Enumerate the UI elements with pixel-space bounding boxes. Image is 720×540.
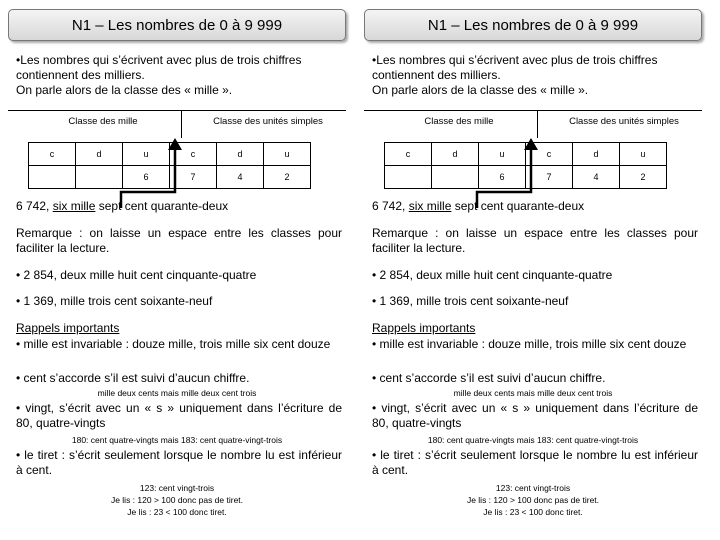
rappel-tiret: • le tiret : s’écrit seulement lorsque le nombre lu est inférieur à cent. — [372, 448, 698, 477]
rappel-tiret-note-3: Je lis : 23 < 100 donc tiret. — [127, 507, 227, 517]
table-cell: 2 — [264, 166, 311, 189]
example-mille-part: six mille — [408, 199, 452, 213]
remarque-text: Remarque : on laisse un espace entre les classes pour faciliter la lecture. — [16, 226, 342, 255]
rappel-tiret-note-1: 123: cent vingt-trois — [139, 483, 215, 493]
rappel-vingt-note: 180: cent quatre-vingts mais 183: cent quatre-vingt-trois — [427, 435, 639, 445]
example-rest-part: sept cent quarante-deux — [454, 199, 585, 213]
table-cell: c — [526, 143, 573, 166]
rappel-tiret-note-2: Je lis : 120 > 100 donc pas de tiret. — [466, 495, 600, 505]
table-cell: 2 — [620, 166, 667, 189]
intro-line-1: •Les nombres qui s’écrivent avec plus de trois chiffres — [16, 53, 302, 67]
example-mille-part: six mille — [52, 199, 96, 213]
table-cell: 7 — [170, 166, 217, 189]
class-unites-label: Classe des unités simples — [213, 116, 323, 127]
rappel-cent: • cent s’accorde s’il est suivi d’aucun chiffre. — [372, 371, 606, 385]
example-line — [16, 199, 342, 214]
rappel-tiret: • le tiret : s’écrit seulement lorsque le nombre lu est inférieur à cent. — [16, 448, 342, 477]
rappel-cent-note: mille deux cents mais mille deux cent trois — [453, 388, 613, 398]
right-column — [364, 0, 702, 540]
left-column — [8, 0, 346, 540]
example-number: 6 742, — [16, 199, 50, 213]
intro-paragraph — [16, 53, 342, 98]
rappel-mille: • mille est invariable : douze mille, trois mille six cent douze — [372, 337, 687, 351]
table-cell: u — [479, 143, 526, 166]
example-1369: • 1 369, mille trois cent soixante-neuf — [16, 294, 213, 308]
rappels-heading: Rappels importants — [16, 321, 120, 335]
rappel-tiret-note-3: Je lis : 23 < 100 donc tiret. — [483, 507, 583, 517]
table-cell: u — [620, 143, 667, 166]
table-cell: d — [432, 143, 479, 166]
example-rest-part: sept cent quarante-deux — [98, 199, 229, 213]
remarque-text: Remarque : on laisse un espace entre les classes pour faciliter la lecture. — [372, 226, 698, 255]
intro-paragraph — [372, 53, 698, 98]
table-cell: c — [170, 143, 217, 166]
example-line — [372, 199, 698, 214]
rappel-cent: • cent s’accorde s’il est suivi d’aucun chiffre. — [16, 371, 250, 385]
table-cell: u — [123, 143, 170, 166]
page-title: N1 – Les nombres de 0 à 9 999 — [364, 9, 702, 41]
class-mille-label: Classe des mille — [424, 116, 494, 127]
table-cell: d — [573, 143, 620, 166]
example-1369: • 1 369, mille trois cent soixante-neuf — [372, 294, 569, 308]
table-cell: d — [217, 143, 264, 166]
class-unites-label: Classe des unités simples — [569, 116, 679, 127]
intro-line-2: contiennent des milliers. — [16, 68, 145, 82]
table-cell: d — [76, 143, 123, 166]
arrow-head-mille — [168, 138, 182, 150]
example-2854: • 2 854, deux mille huit cent cinquante-quatre — [372, 268, 613, 282]
example-2854: • 2 854, deux mille huit cent cinquante-quatre — [16, 268, 257, 282]
page-title: N1 – Les nombres de 0 à 9 999 — [8, 9, 346, 41]
rappel-vingt-note: 180: cent quatre-vingts mais 183: cent quatre-vingt-trois — [71, 435, 283, 445]
rappel-mille: • mille est invariable : douze mille, trois mille six cent douze — [16, 337, 331, 351]
class-arrows — [364, 130, 702, 210]
rappels-heading: Rappels importants — [372, 321, 476, 335]
class-arrows — [8, 130, 346, 210]
table-cell: 4 — [217, 166, 264, 189]
table-cell: u — [264, 143, 311, 166]
intro-line-2: contiennent des milliers. — [372, 68, 501, 82]
intro-line-3: On parle alors de la classe des « mille ». — [372, 83, 589, 97]
table-cell: c — [29, 143, 76, 166]
table-cell: 4 — [573, 166, 620, 189]
intro-line-3: On parle alors de la classe des « mille ». — [16, 83, 233, 97]
rappel-tiret-note-2: Je lis : 120 > 100 donc pas de tiret. — [110, 495, 244, 505]
table-cell: 7 — [526, 166, 573, 189]
rappel-vingt: • vingt, s’écrit avec un « s » uniquement dans l’écriture de 80, quatre-vingts — [372, 401, 698, 430]
rappel-vingt: • vingt, s’écrit avec un « s » uniquement dans l’écriture de 80, quatre-vingts — [16, 401, 342, 430]
class-mille-label: Classe des mille — [68, 116, 138, 127]
table-cell: 6 — [123, 166, 170, 189]
rappel-tiret-note-1: 123: cent vingt-trois — [495, 483, 571, 493]
table-cell: 6 — [479, 166, 526, 189]
example-number: 6 742, — [372, 199, 406, 213]
table-cell: c — [385, 143, 432, 166]
intro-line-1: •Les nombres qui s’écrivent avec plus de trois chiffres — [372, 53, 658, 67]
rappel-cent-note: mille deux cents mais mille deux cent trois — [97, 388, 257, 398]
arrow-head-mille — [524, 138, 538, 150]
